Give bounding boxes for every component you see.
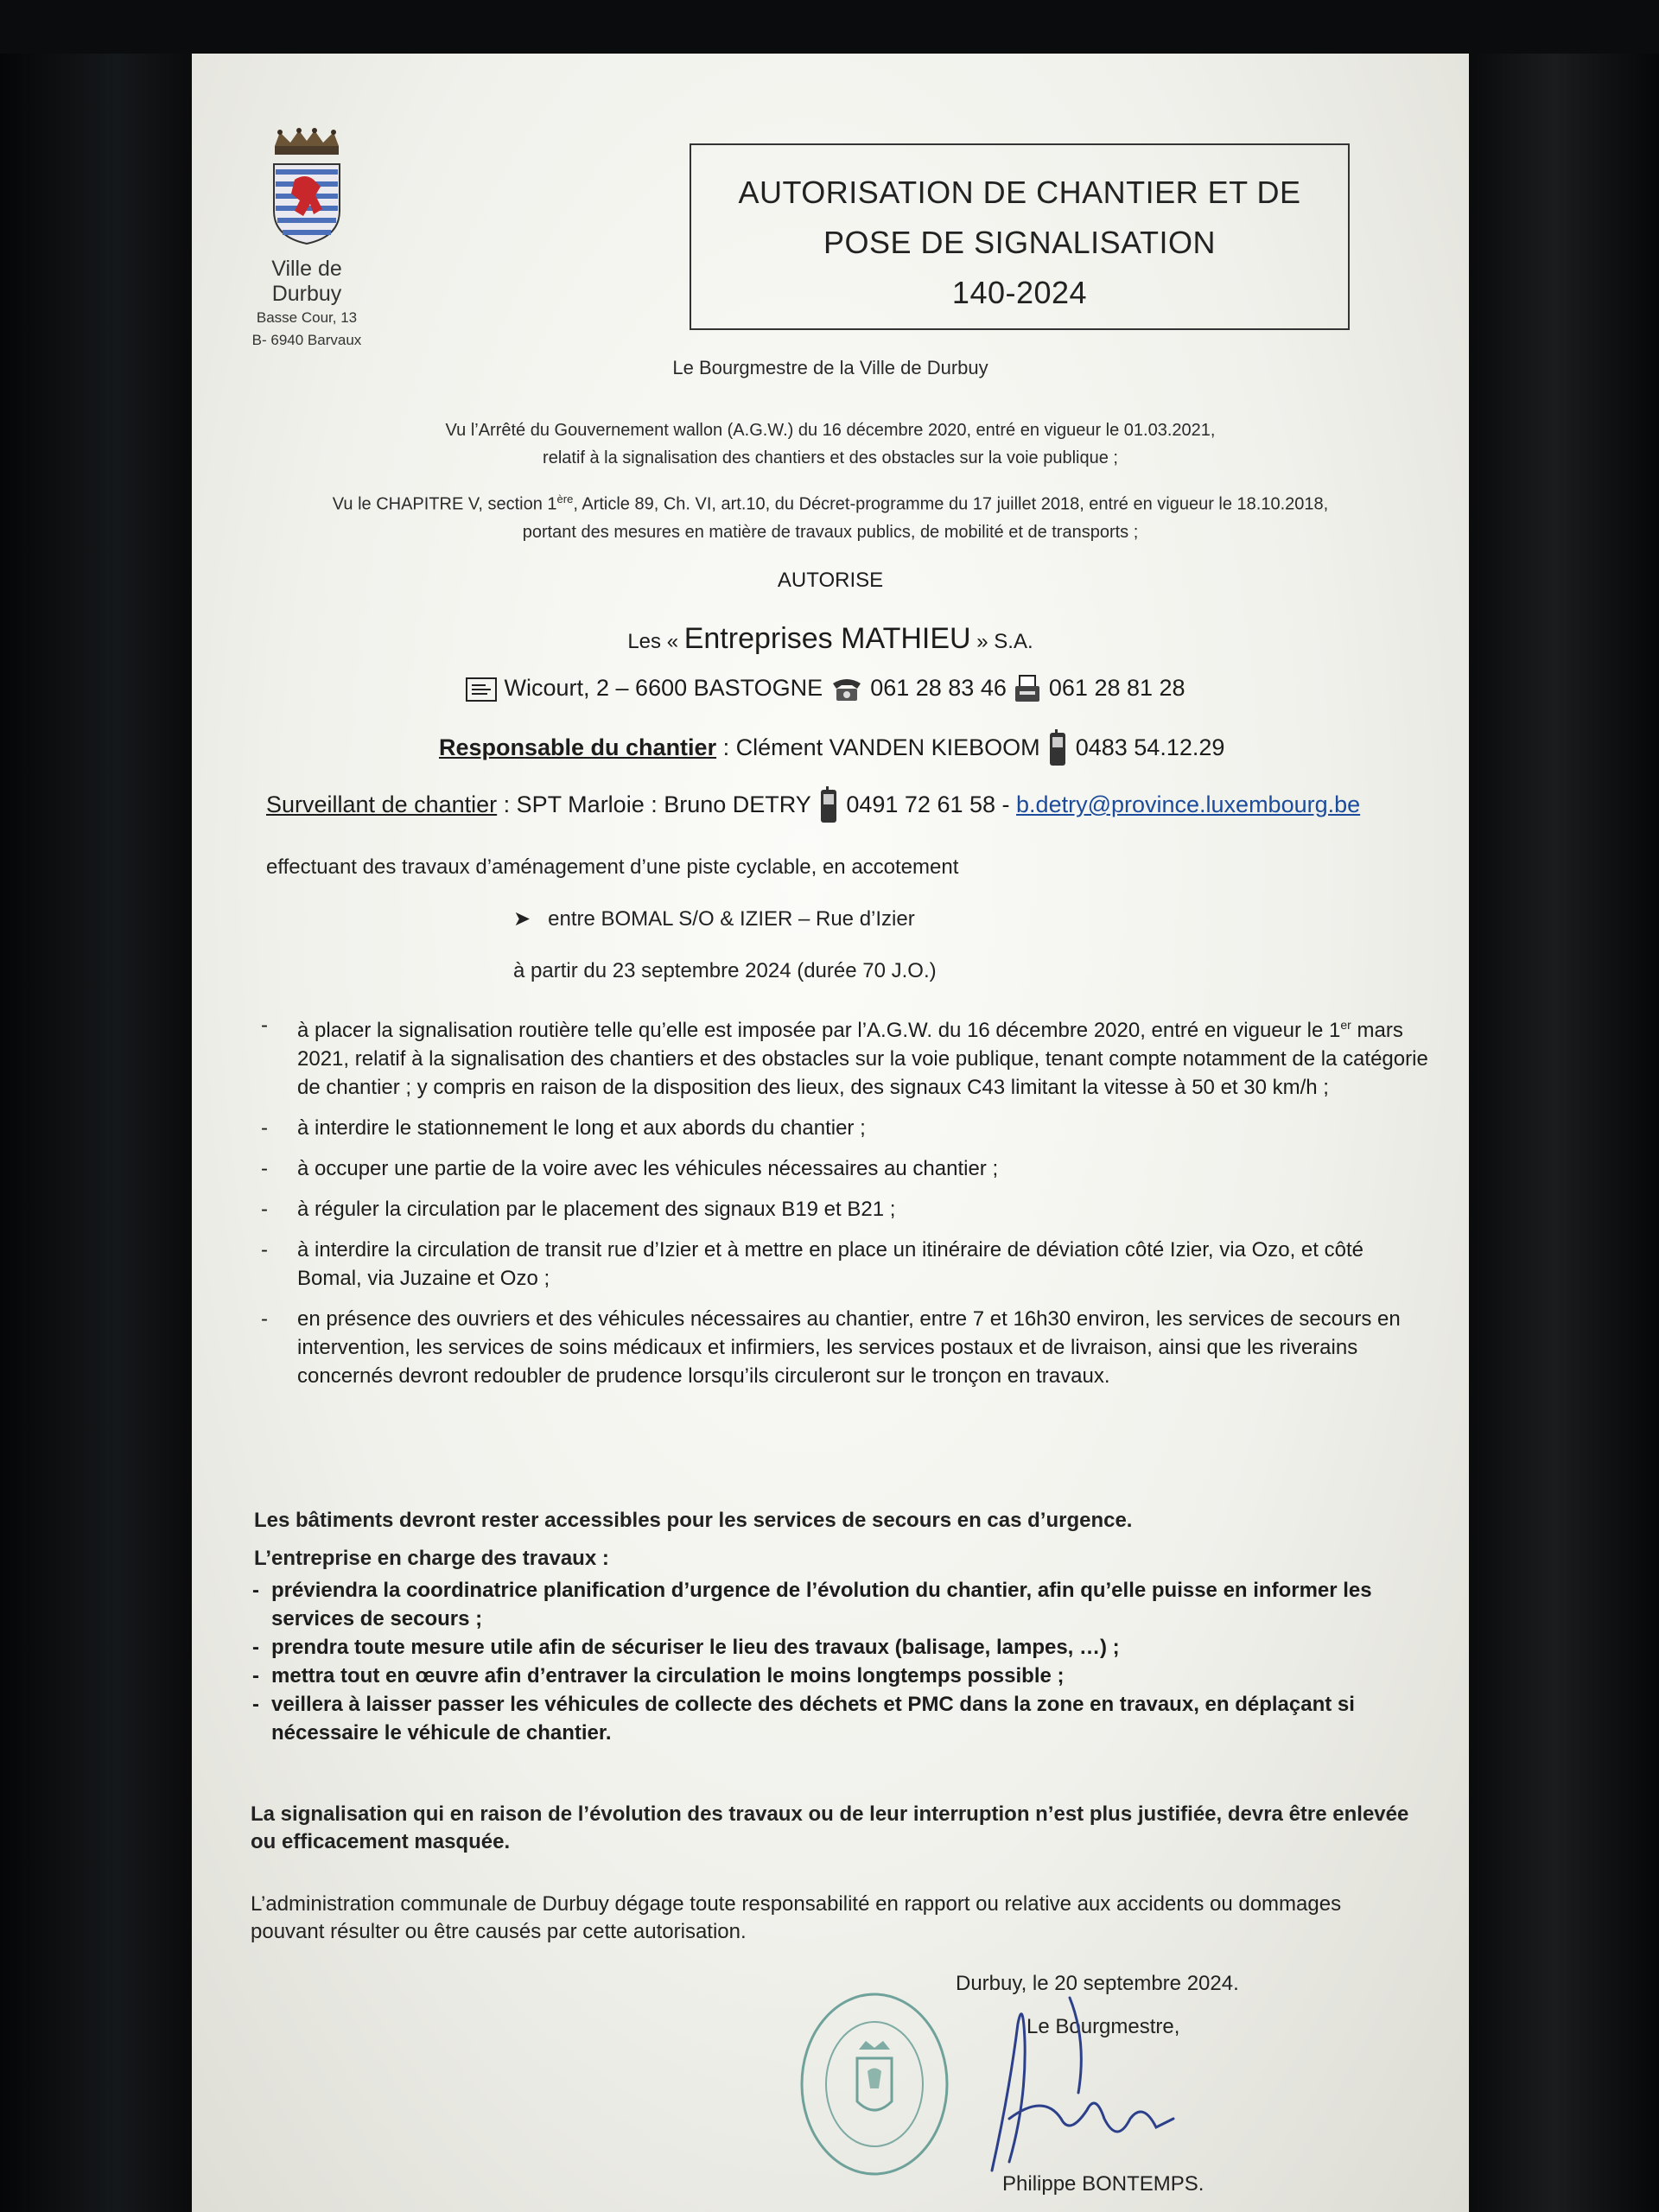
contractor-duty-text: préviendra la coordinatrice planification d’urgence de l’évolution du chantier, afin qu’elle puisse en informer les services de secours ; (271, 1579, 1372, 1630)
access-note: Les bâtiments devront rester accessibles pour les services de secours en cas d’urgence. (254, 1509, 1133, 1532)
obligation-item: - à interdire le stationnement le long et aux abords du chantier ; (261, 1116, 866, 1140)
org-name: Ville de Durbuy (271, 257, 342, 306)
title-line1: AUTORISATION DE CHANTIER ET DE (738, 175, 1301, 210)
display-frame-left (0, 0, 194, 2212)
signature-icon (957, 1989, 1199, 2179)
contractor-intro: L’entreprise en charge des travaux : (254, 1547, 609, 1570)
obligation-item: - à placer la signalisation routière telle qu’elle est imposée par l’A.G.W. du 16 décembre 2020, entré en vigueur le 1er mars 2021, relatif à la signalisation des chantiers et des obstacles sur la voie publique, tenant compte notamment de la catégorie de chantier ; y compris en raison de la disposition des lieux, des signaux C43 limitant la vitesse à 50 et 30 km/h ; (261, 1014, 1428, 1099)
obligation-text: à réguler la circulation par le placement des signaux B19 et B21 ; (297, 1198, 896, 1221)
consideration-2-sup: ère (556, 493, 574, 505)
org-address-line2: B- 6940 Barvaux (251, 332, 362, 348)
letter-icon (465, 676, 498, 703)
decision-word: AUTORISE (777, 569, 884, 592)
title-box (690, 143, 1350, 330)
signatory-title: Le Bourgmestre, (1027, 2015, 1180, 2038)
telephone-icon (830, 675, 864, 704)
consideration-2 (192, 486, 1469, 546)
obligation-text: à placer la signalisation routière telle qu’elle est imposée par l’A.G.W. du 16 décembre 2020, entré en vigueur le 1 (297, 1019, 1341, 1042)
company-prefix: Les « (627, 630, 684, 653)
surveillant-text: : SPT Marloie : Bruno DETRY (497, 791, 811, 818)
stamp-icon (797, 1989, 952, 2179)
consideration-2-line1 (192, 486, 1469, 518)
obligation-text: à interdire le stationnement le long et aux abords du chantier ; (297, 1116, 866, 1140)
mobile-phone-icon (817, 786, 840, 826)
contractor-duty-item: - veillera à laisser passer les véhicules de collecte des déchets et PMC dans la zone en travaux, en déplaçant si nécessaire le véhicule de chantier. (252, 1693, 1355, 1745)
works-location-line (513, 906, 915, 933)
arrow-bullet-icon: ➤ (513, 907, 531, 931)
consideration-2-post: , Article 89, Ch. VI, art.10, du Décret-programme du 17 juillet 2018, entré en vigueur le 18.10.2018, (573, 494, 1329, 514)
mobile-phone-icon (1046, 729, 1069, 769)
contractor-duty-item: - préviendra la coordinatrice planification d’urgence de l’évolution du chantier, afin qu’elle puisse en informer les services de secours ; (252, 1579, 1372, 1630)
surveillant-email-link[interactable]: b.detry@province.luxembourg.be (1016, 791, 1361, 818)
display-frame-right (1469, 0, 1659, 2212)
fax-icon (1013, 674, 1042, 705)
responsable-name: Clément VANDEN KIEBOOM (735, 734, 1040, 761)
responsable-separator: : (716, 734, 736, 761)
notice-document (192, 54, 1469, 2212)
disclaimer: L’administration communale de Durbuy dégage toute responsabilité en rapport ou relative aux accidents ou dommages pouvant résulter ou être causés par cette autorisation. (251, 1892, 1342, 1943)
works-period: à partir du 23 septembre 2024 (durée 70 J.O.) (513, 959, 937, 982)
obligations-list (261, 1011, 1432, 1402)
obligation-text: à occuper une partie de la voire avec les véhicules nécessaires au chantier ; (297, 1157, 999, 1180)
consideration-1 (192, 416, 1469, 472)
signatory-name: Philippe BONTEMPS. (1002, 2172, 1205, 2196)
title-line2: POSE DE SIGNALISATION (823, 225, 1216, 260)
obligation-text: à interdire la circulation de transit rue d’Izier et à mettre en place un itinéraire de déviation côté Izier, via Ozo, et côté Bomal, via Juzaine et Ozo ; (297, 1238, 1363, 1290)
obligation-sup: er (1340, 1018, 1351, 1032)
responsable-label: Responsable du chantier (439, 734, 717, 761)
company-fax: 061 28 81 28 (1048, 675, 1185, 702)
contractor-duty-item: - prendra toute mesure utile afin de sécuriser le lieu des travaux (balisage, lampes, …) ; (252, 1636, 1120, 1659)
org-address-line1: Basse Cour, 13 (256, 309, 358, 326)
consideration-2-pre: Vu le CHAPITRE V, section 1 (332, 494, 557, 514)
obligation-text-cont: mars 2021, relatif à la signalisation des chantiers et des obstacles sur la voie publique, tenant compte notamment de la catégorie de chantier ; y compris en raison de la disposition des lieux, des signaux C43 limitant la vitesse à 50 et 30 km/h ; (297, 1019, 1428, 1099)
obligation-item: - à occuper une partie de la voire avec les véhicules nécessaires au chantier ; (261, 1157, 999, 1180)
responsable-mobile: 0483 54.12.29 (1075, 734, 1225, 761)
responsable-line (439, 729, 1224, 769)
contractor-duties-list (252, 1576, 1414, 1747)
surveillant-mobile: 0491 72 61 58 - (846, 791, 1010, 818)
company-line (192, 622, 1469, 656)
surveillant-label: Surveillant de chantier (266, 791, 498, 818)
authority-line: Le Bourgmestre de la Ville de Durbuy (672, 357, 988, 378)
title-number: 140-2024 (951, 275, 1088, 310)
company-address: Wicourt, 2 – 6600 BASTOGNE (504, 675, 823, 702)
obligation-item: - en présence des ouvriers et des véhicules nécessaires au chantier, entre 7 et 16h30 environ, les services de secours en intervention, les services de soins médicaux et infirmiers, les services postaux et de livraison, ainsi que les riverains concernés devront redoubler de prudence lorsqu’ils circuleront sur le tronçon en travaux. (261, 1307, 1401, 1388)
obligation-text: en présence des ouvriers et des véhicules nécessaires au chantier, entre 7 et 16h30 environ, les services de secours en intervention, les services de soins médicaux et infirmiers, les services postaux et de livraison, ainsi que les riverains concernés devront redoubler de prudence lorsqu’ils circuleront sur le tronçon en travaux. (297, 1307, 1401, 1388)
signage-note: La signalisation qui en raison de l’évolution des travaux ou de leur interruption n’est plus justifiée, devra être enlevée ou efficacement masquée. (251, 1802, 1409, 1853)
place-date: Durbuy, le 20 septembre 2024. (956, 1972, 1239, 1995)
contractor-duty-text: prendra toute mesure utile afin de sécuriser le lieu des travaux (balisage, lampes, …) ; (271, 1636, 1120, 1659)
company-phone: 061 28 83 46 (870, 675, 1007, 702)
obligation-item: - à interdire la circulation de transit rue d’Izier et à mettre en place un itinéraire de déviation côté Izier, via Ozo, et côté Bomal, via Juzaine et Ozo ; (261, 1238, 1363, 1290)
contractor-duty-item: - mettra tout en œuvre afin d’entraver la circulation le moins longtemps possible ; (252, 1664, 1065, 1688)
surveillant-line (266, 786, 1360, 826)
obligation-item: - à réguler la circulation par le placement des signaux B19 et B21 ; (261, 1198, 896, 1221)
company-name: Entreprises MATHIEU (683, 622, 971, 655)
consideration-1-line2: relatif à la signalisation des chantiers et des obstacles sur la voie publique ; (543, 448, 1118, 467)
display-frame-top (0, 0, 1659, 54)
contractor-duty-text: mettra tout en œuvre afin d’entraver la circulation le moins longtemps possible ; (271, 1664, 1065, 1688)
consideration-2-line2: portant des mesures en matière de travaux publics, de mobilité et de transports ; (522, 522, 1139, 542)
company-contact-line (465, 674, 1185, 705)
company-suffix: » S.A. (970, 630, 1033, 653)
consideration-1-line1: Vu l’Arrêté du Gouvernement wallon (A.G.W.) du 16 décembre 2020, entré en vigueur le 01.03.2021, (445, 421, 1216, 440)
crest-icon (270, 161, 343, 245)
municipality-logo (242, 127, 372, 352)
works-location: entre BOMAL S/O & IZIER – Rue d’Izier (548, 907, 915, 931)
works-description: effectuant des travaux d’aménagement d’une piste cyclable, en accotement (266, 855, 959, 879)
contractor-duty-text: veillera à laisser passer les véhicules de collecte des déchets et PMC dans la zone en travaux, en déplaçant si nécessaire le véhicule de chantier. (271, 1693, 1355, 1745)
crown-icon (270, 127, 344, 156)
